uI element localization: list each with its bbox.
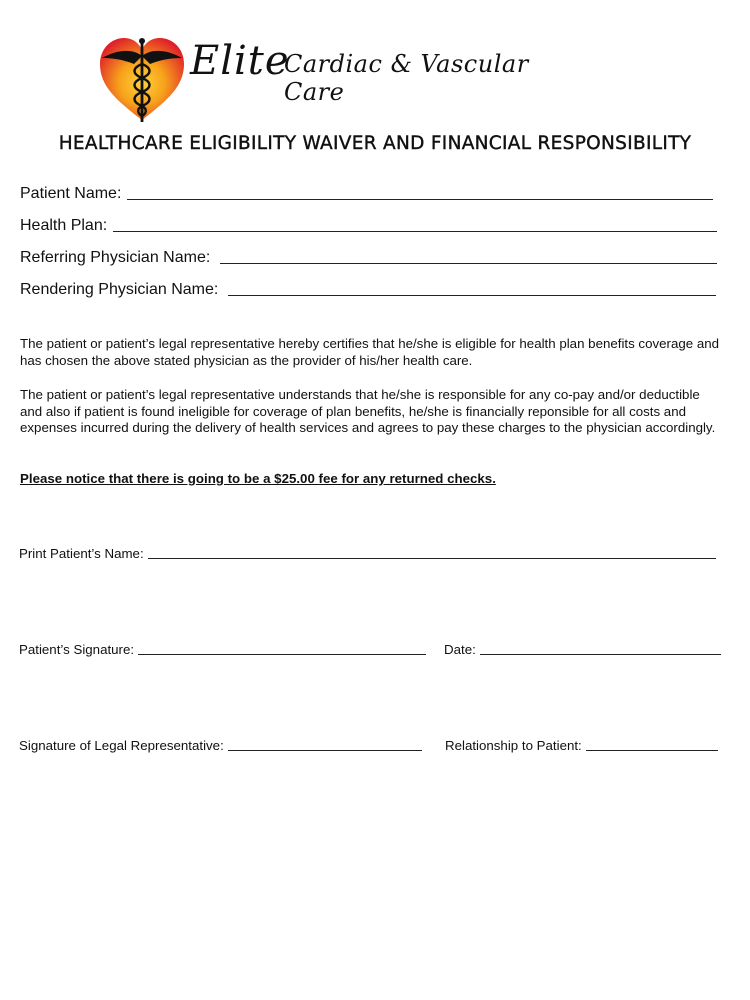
patient-name-label: Patient Name: [20,185,122,202]
eligibility-paragraph: The patient or patient’s legal representative hereby certifies that he/she is eligible for health plan benefits coverage and has chosen the above stated physician as the provider of his/her health care. [20,336,720,368]
print-name-label: Print Patient’s Name: [19,546,144,561]
patient-name-field[interactable] [20,185,713,203]
brand-name-elite: Elite [190,38,290,84]
brand-name-subtitle: Cardiac & Vascular Care [284,50,529,106]
brand-logo [96,34,536,124]
date-field[interactable] [444,642,721,657]
financial-responsibility-paragraph: The patient or patient’s legal representative understands that he/she is responsible for any co-pay and/or deductible and also if patient is found ineligible for coverage of plan benefits, he/she is financially reponsible for all costs and expenses incurred during the delivery of health services and agrees to pay these charges to the physician accordingly. [20,387,716,436]
returned-check-notice: Please notice that there is going to be a $25.00 fee for any returned checks. [20,471,496,486]
date-label: Date: [444,642,476,657]
print-name-field[interactable] [19,546,716,561]
health-plan-line[interactable] [113,230,717,232]
legal-rep-signature-field[interactable] [19,738,422,753]
legal-rep-signature-label: Signature of Legal Representative: [19,738,224,753]
heart-caduceus-icon [96,34,188,124]
relationship-line[interactable] [586,749,718,751]
rendering-physician-field[interactable] [20,281,716,299]
patient-name-line[interactable] [127,198,713,200]
referring-physician-line[interactable] [220,262,717,264]
patient-signature-field[interactable] [19,642,426,657]
health-plan-label: Health Plan: [20,217,108,234]
patient-signature-label: Patient’s Signature: [19,642,135,657]
health-plan-field[interactable] [20,217,717,235]
rendering-physician-label: Rendering Physician Name: [20,281,219,298]
rendering-physician-line[interactable] [228,294,716,296]
referring-physician-field[interactable] [20,249,717,267]
patient-signature-line[interactable] [138,653,426,655]
relationship-field[interactable] [445,738,718,753]
date-line[interactable] [480,653,721,655]
relationship-label: Relationship to Patient: [445,738,582,753]
print-name-line[interactable] [148,557,716,559]
page-title: HEALTHCARE ELIGIBILITY WAIVER AND FINANCIAL RESPONSIBILITY [58,133,692,154]
legal-rep-signature-line[interactable] [228,749,422,751]
referring-physician-label: Referring Physician Name: [20,249,211,266]
